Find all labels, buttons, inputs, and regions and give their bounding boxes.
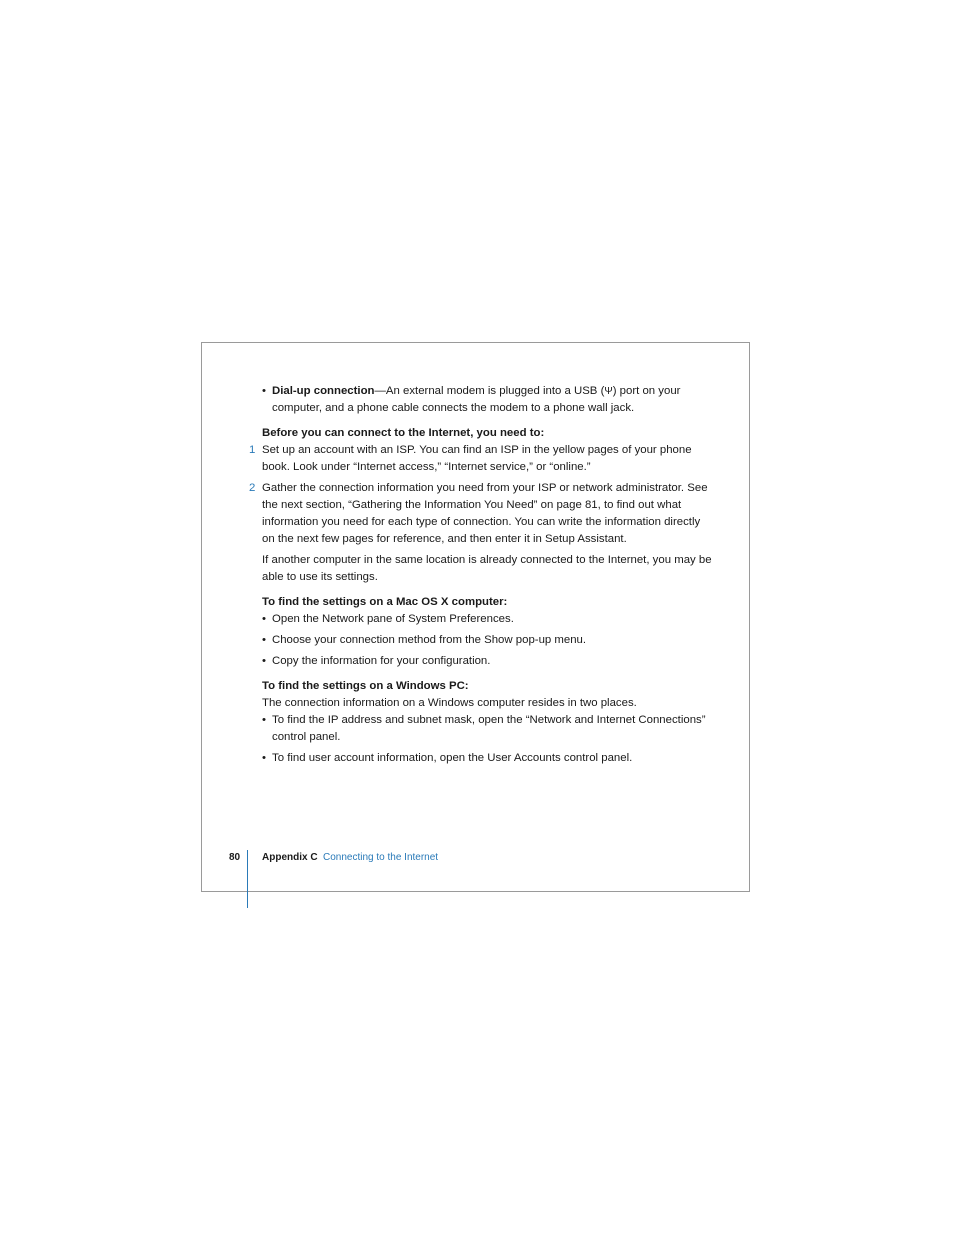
page-number: 80 xyxy=(229,852,241,863)
list-item: • Choose your connection method from the Show pop-up menu. xyxy=(262,632,712,649)
step-text: Set up an account with an ISP. You can find an ISP in the yellow pages of your phone book. Look under “Internet access,” “Internet service,” or “online.” xyxy=(262,444,692,473)
usb-icon: Ψ xyxy=(604,386,613,397)
step-2 xyxy=(249,480,712,548)
page-content xyxy=(249,383,712,767)
chapter-title: Connecting to the Internet xyxy=(323,852,439,863)
before-heading: Before you can connect to the Internet, you need to: xyxy=(262,427,545,439)
list-item: • Open the Network pane of System Preferences. xyxy=(262,611,712,628)
dialup-text-a: —An external modem is plugged into a USB ( xyxy=(374,385,605,397)
footer-divider xyxy=(247,850,248,908)
step-number: 2 xyxy=(249,482,256,494)
dialup-text-b: ) port on your computer, and a phone cable connects the modem to a phone wall jack. xyxy=(272,385,681,414)
dialup-bullet xyxy=(262,383,712,417)
step-1 xyxy=(249,442,712,476)
step-text: Gather the connection information you need from your ISP or network administrator. See the next section, “Gathering the Information You Need” on page 81, to find out what information you need for each type of connection. You can write the information directly on the next few pages for reference, and then enter it in Setup Assistant. xyxy=(262,482,708,545)
list-item: • To find user account information, open the User Accounts control panel. xyxy=(262,750,712,767)
windows-heading: To find the settings on a Windows PC: xyxy=(262,680,469,692)
another-computer-note: If another computer in the same location is already connected to the Internet, you may be able to use its settings. xyxy=(262,554,712,583)
appendix-label: Appendix C xyxy=(262,852,318,863)
dialup-term: Dial-up connection xyxy=(272,385,375,397)
step-number: 1 xyxy=(249,444,256,456)
list-item: • Copy the information for your configuration. xyxy=(262,653,712,670)
windows-intro: The connection information on a Windows computer resides in two places. xyxy=(262,697,637,709)
mac-heading: To find the settings on a Mac OS X computer: xyxy=(262,596,508,608)
list-item: • To find the IP address and subnet mask, open the “Network and Internet Connections” control panel. xyxy=(262,712,712,746)
